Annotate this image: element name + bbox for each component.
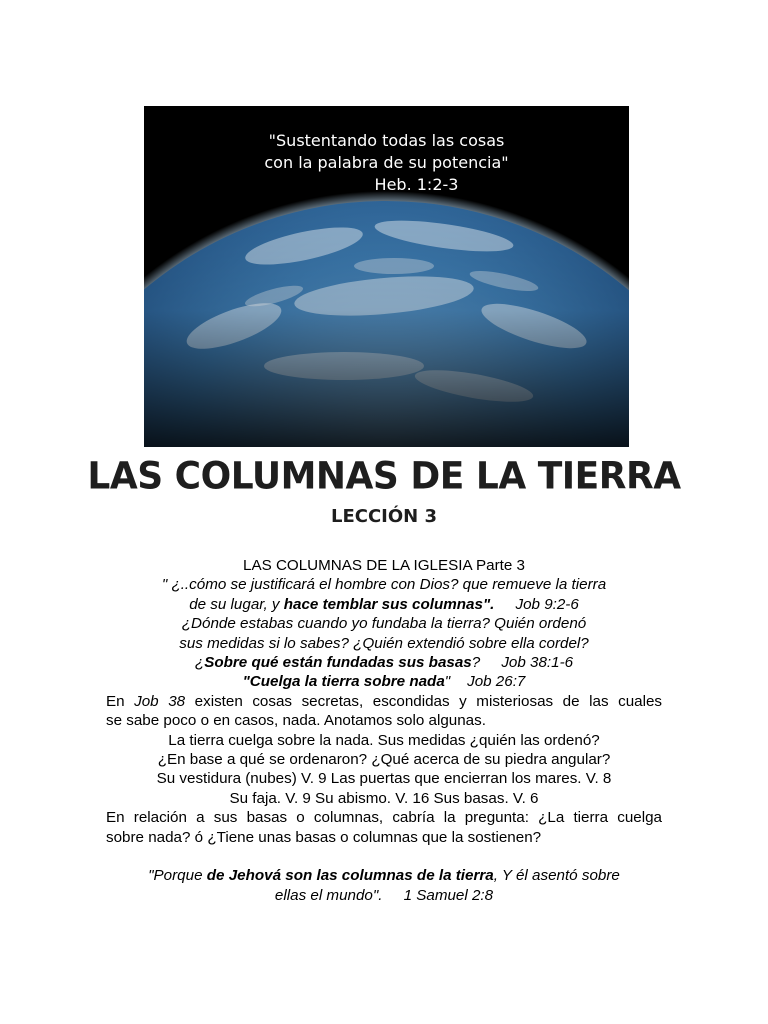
verse-emphasis: de Jehová son las columnas de la tierra: [206, 867, 494, 885]
paragraph-line: [106, 711, 662, 730]
section-heading: [106, 556, 662, 575]
list-line: [106, 731, 662, 750]
scripture-reference: Job 38:1-6: [501, 654, 574, 672]
scripture-reference: Job 26:7: [467, 673, 526, 691]
paragraph-text: sobre nada? ó ¿Tiene unas basas o columnas que la sostienen?: [106, 828, 542, 846]
paragraph-line: [106, 808, 662, 827]
page-title: LAS COLUMNAS DE LA TIERRA: [87, 454, 681, 499]
paragraph-text: existen cosas secretas, escondidas y misteriosas de las cuales: [185, 692, 662, 710]
scripture-reference: Job 9:2-6: [515, 595, 579, 613]
paragraph-line: [106, 692, 662, 711]
quote-line: [106, 614, 662, 633]
list-text: Su faja. V. 9 Su abismo. V. 16 Sus basas. V. 6: [229, 789, 539, 807]
quote-text: sus medidas si lo sabes? ¿Quién extendió sobre ella cordel?: [179, 634, 589, 652]
hero-quote-line: "Sustentando todas las cosas: [268, 131, 505, 150]
quote-text: de su lugar, y: [189, 595, 284, 613]
quote-line: [106, 595, 662, 614]
hero-quote: [144, 130, 629, 196]
quote-text: " ¿..cómo se justificará el hombre con Dios? que remueve la tierra: [161, 576, 607, 594]
hero-quote-reference: Heb. 1:2-3: [374, 175, 459, 194]
quote-line: [106, 575, 662, 594]
scripture-reference: Job 38: [134, 692, 186, 710]
list-text: ¿En base a qué se ordenaron? ¿Qué acerca de su piedra angular?: [157, 751, 611, 769]
paragraph-text: En relación a sus basas o columnas, cabría la pregunta: ¿La tierra cuelga: [106, 809, 662, 827]
quote-emphasis: hace temblar sus columnas".: [283, 595, 495, 613]
verse-text: "Porque: [148, 867, 207, 885]
lesson-subtitle: LECCIÓN 3: [330, 506, 438, 527]
quote-line: [106, 672, 662, 691]
quote-line: [106, 634, 662, 653]
list-text: Su vestidura (nubes) V. 9 Las puertas que encierran los mares. V. 8: [156, 770, 612, 788]
spacer: [106, 847, 662, 866]
verse-text: , Y él asentó sobre: [493, 867, 620, 885]
paragraph-line: [106, 828, 662, 847]
list-line: [106, 750, 662, 769]
scripture-reference: 1 Samuel 2:8: [403, 886, 494, 904]
list-line: [106, 769, 662, 788]
quote-emphasis: "Cuelga la tierra sobre nada: [242, 673, 445, 691]
list-line: [106, 789, 662, 808]
hero-quote-line: con la palabra de su potencia": [264, 153, 509, 172]
quote-text: ?: [471, 654, 481, 672]
lesson-body: [106, 556, 662, 905]
verse-text: ellas el mundo".: [274, 886, 383, 904]
paragraph-text: se sabe poco o en casos, nada. Anotamos solo algunas.: [106, 712, 486, 730]
quote-text: ¿Dónde estabas cuando yo fundaba la tierra? Quién ordenó: [181, 615, 587, 633]
quote-line: [106, 653, 662, 672]
quote-emphasis: Sobre qué están fundadas sus basas: [204, 654, 472, 672]
list-text: La tierra cuelga sobre la nada. Sus medidas ¿quién las ordenó?: [168, 731, 600, 749]
paragraph-text: En: [106, 692, 135, 710]
quote-text: ¿: [194, 654, 205, 672]
verse-line: [106, 866, 662, 885]
earth-hero-image: [144, 106, 629, 447]
quote-text: ": [444, 673, 451, 691]
section-heading-text: LAS COLUMNAS DE LA IGLESIA Parte 3: [243, 557, 525, 574]
verse-line: [106, 886, 662, 905]
